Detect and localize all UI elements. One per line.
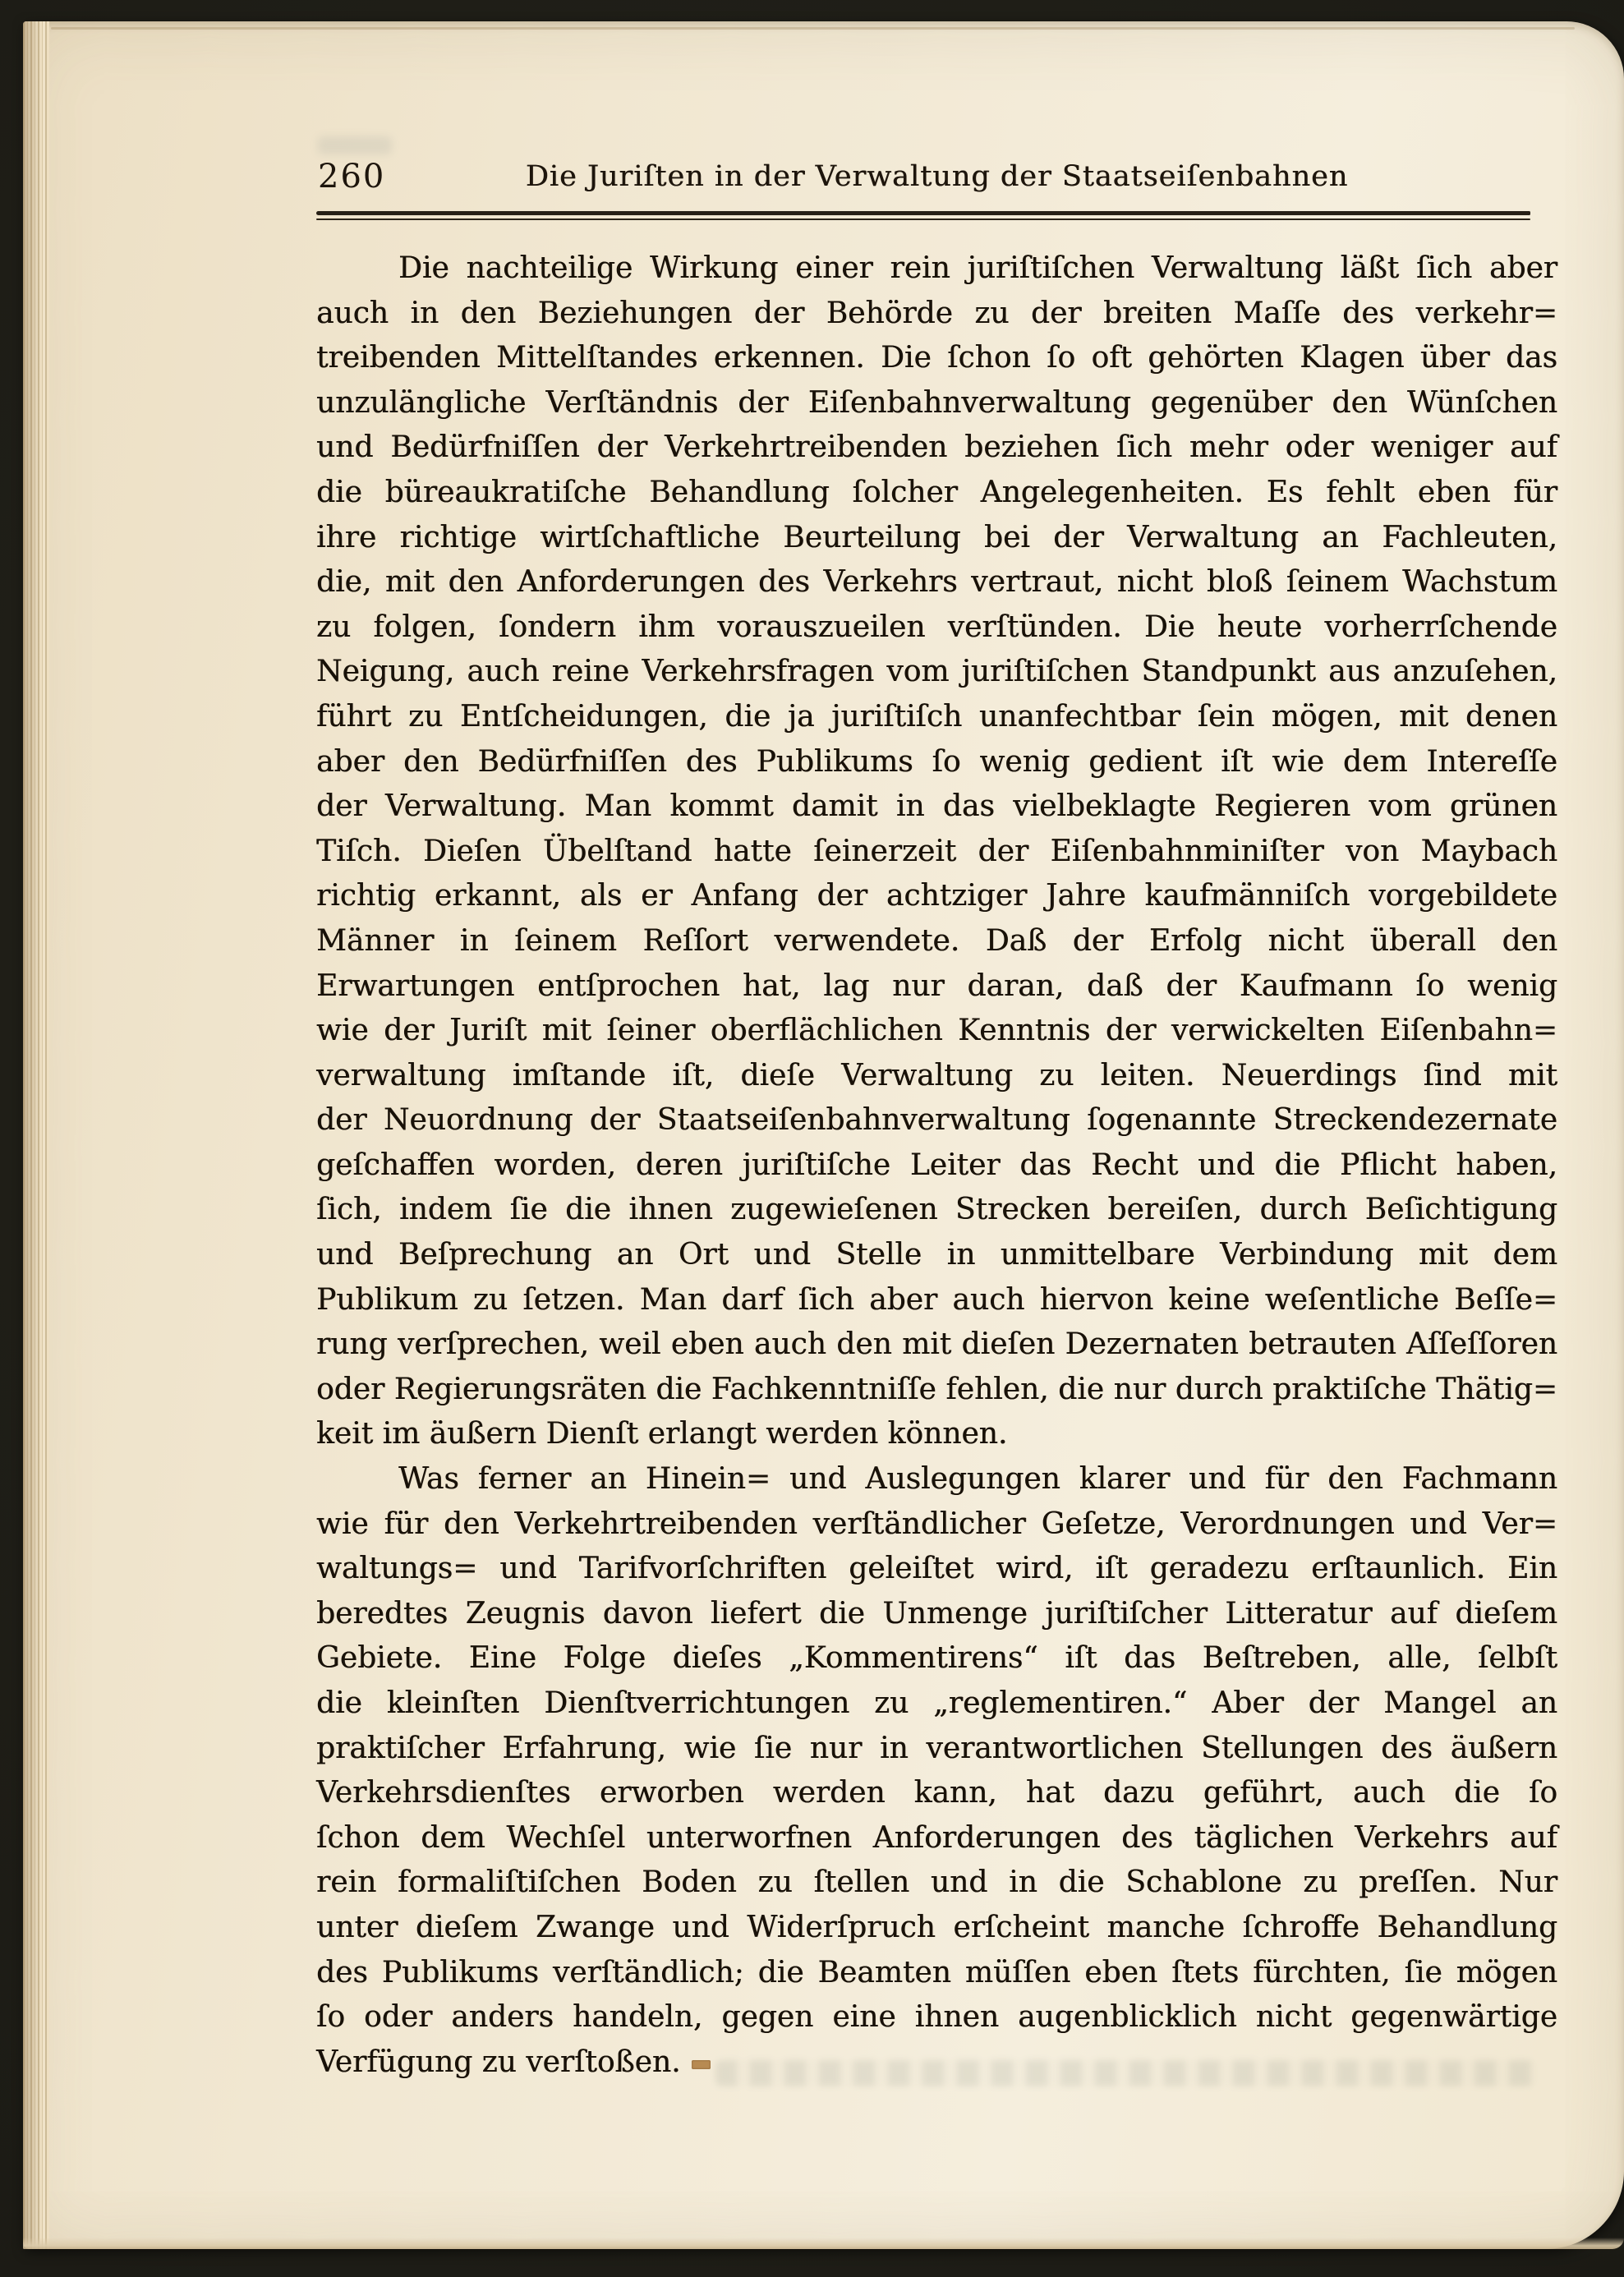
text-line: keit im äußern Dienſt erlangt werden können. — [316, 1417, 1008, 1451]
text-block — [316, 246, 1557, 2085]
text-line: rein formaliſtiſchen Boden zu ſtellen und in die Schablone zu preſſen. Nur — [316, 1865, 1557, 1900]
text-line: führt zu Entſcheidungen, die ja juriſtiſch unanfechtbar ſein mögen, mit denen — [316, 699, 1557, 734]
text-line: praktiſcher Erfahrung, wie ſie nur in verantwortlichen Stellungen des äußern — [316, 1731, 1557, 1765]
page-stack-edges — [23, 21, 49, 2249]
text-line: Neigung, auch reine Verkehrsfragen vom juriſtiſchen Standpunkt aus anzuſehen, — [316, 655, 1557, 689]
text-line: ſchon dem Wechſel unterworfnen Anforderungen des täglichen Verkehrs auf — [316, 1820, 1557, 1855]
header-rule-thin — [316, 218, 1530, 220]
page-content — [316, 21, 1557, 2249]
text-line: aber den Bedürfniſſen des Publikums ſo wenig gedient iſt wie dem Intereſſe — [316, 744, 1557, 779]
text-line: oder Regierungsräten die Fachkenntniſſe fehlen, die nur durch praktiſche Thätig= — [316, 1372, 1557, 1406]
ink-showthrough-bottom — [715, 2060, 1537, 2086]
text-line: und Beſprechung an Ort und Stelle in unmittelbare Verbindung mit dem — [316, 1238, 1557, 1272]
text-line: ſo oder anders handeln, gegen eine ihnen augenblicklich nicht gegenwärtige — [316, 2000, 1557, 2035]
text-line: die, mit den Anforderungen des Verkehrs vertraut, nicht bloß ſeinem Wachstum — [316, 565, 1557, 600]
text-line: auch in den Beziehungen der Behörde zu der breiten Maſſe des verkehr= — [316, 296, 1557, 330]
text-line: unzulängliche Verſtändnis der Eiſenbahnverwaltung gegenüber den Wünſchen — [316, 385, 1557, 420]
text-line: zu folgen, ſondern ihm vorauszueilen verſtünden. Die heute vorherrſchende — [316, 610, 1557, 644]
text-line: beredtes Zeugnis davon liefert die Unmenge juriſtiſcher Litteratur auf dieſem — [316, 1596, 1557, 1631]
text-line: ihre richtige wirtſchaftliche Beurteilung bei der Verwaltung an Fachleuten, — [316, 520, 1557, 554]
text-line: Erwartungen entſprochen hat, lag nur daran, daß der Kaufmann ſo wenig — [316, 968, 1557, 1003]
text-line: Publikum zu ſetzen. Man darf ſich aber auch hiervon keine weſentliche Beſſe= — [316, 1282, 1557, 1317]
text-line: waltungs= und Tarifvorſchriften geleiſtet wird, iſt geradezu erſtaunlich. Ein — [316, 1552, 1557, 1586]
text-line: Tiſch. Dieſen Übelſtand hatte ſeinerzeit der Eiſenbahnminiſter von Maybach — [316, 834, 1557, 868]
text-line: ſich, indem ſie die ihnen zugewieſenen Strecken bereiſen, durch Beſichtigung — [316, 1193, 1557, 1227]
text-line: rung verſprechen, weil eben auch den mit dieſen Dezernaten betrauten Aſſeſſoren — [316, 1327, 1557, 1362]
book-page — [23, 21, 1624, 2249]
text-line: der Neuordnung der Staatseiſenbahnverwaltung ſogenannte Streckendezernate — [316, 1103, 1557, 1138]
text-line: die kleinſten Dienſtverrichtungen zu „reglementiren.“ Aber der Mangel an — [316, 1686, 1557, 1720]
text-line: Gebiete. Eine Folge dieſes „Kommentirens“ iſt das Beſtreben, alle, ſelbſt — [316, 1641, 1557, 1676]
printers-smudge-mark — [692, 2060, 711, 2069]
text-line: Die nachteilige Wirkung einer rein juriſtiſchen Verwaltung läßt ſich aber — [398, 251, 1557, 285]
page-header — [316, 156, 1557, 200]
text-line: geſchaffen worden, deren juriſtiſche Leiter das Recht und die Pflicht haben, — [316, 1148, 1557, 1182]
text-line: des Publikums verſtändlich; die Beamten müſſen eben ſtets fürchten, ſie mögen — [316, 1955, 1557, 1990]
text-line: unter dieſem Zwange und Widerſpruch erſcheint manche ſchroffe Behandlung — [316, 1910, 1557, 1944]
text-line: Verkehrsdienſtes erworben werden kann, hat dazu geführt, auch die ſo — [316, 1776, 1557, 1810]
text-line: der Verwaltung. Man kommt damit in das vielbeklagte Regieren vom grünen — [316, 789, 1557, 824]
text-line: wie der Juriſt mit ſeiner oberflächlichen Kenntnis der verwickelten Eiſenbahn= — [316, 1014, 1557, 1048]
text-line: verwaltung imſtande iſt, dieſe Verwaltung zu leiten. Neuerdings ſind mit — [316, 1058, 1557, 1092]
header-rule — [316, 211, 1530, 220]
header-rule-thick — [316, 211, 1530, 215]
text-line: wie für den Verkehrtreibenden verſtändlicher Geſetze, Verordnungen und Ver= — [316, 1506, 1557, 1541]
text-line: die büreaukratiſche Behandlung ſolcher Angelegenheiten. Es fehlt eben für — [316, 475, 1557, 509]
text-line: Verfügung zu verſtoßen. — [316, 2040, 1557, 2086]
text-line: Männer in ſeinem Reſſort verwendete. Daß der Erfolg nicht überall den — [316, 923, 1557, 958]
running-title: Die Juriſten in der Verwaltung der Staatseiſenbahnen — [525, 160, 1349, 193]
text-line: und Bedürfniſſen der Verkehrtreibenden beziehen ſich mehr oder weniger auf — [316, 430, 1557, 465]
text-line: richtig erkannt, als er Anfang der achtziger Jahre kaufmänniſch vorgebildete — [316, 879, 1557, 913]
ink-showthrough-top — [318, 136, 392, 154]
text-line: treibenden Mittelſtandes erkennen. Die ſchon ſo oft gehörten Klagen über das — [316, 341, 1557, 375]
text-line: Was ferner an Hinein= und Auslegungen klarer und für den Fachmann — [398, 1462, 1557, 1497]
page-number: 260 — [318, 158, 386, 196]
